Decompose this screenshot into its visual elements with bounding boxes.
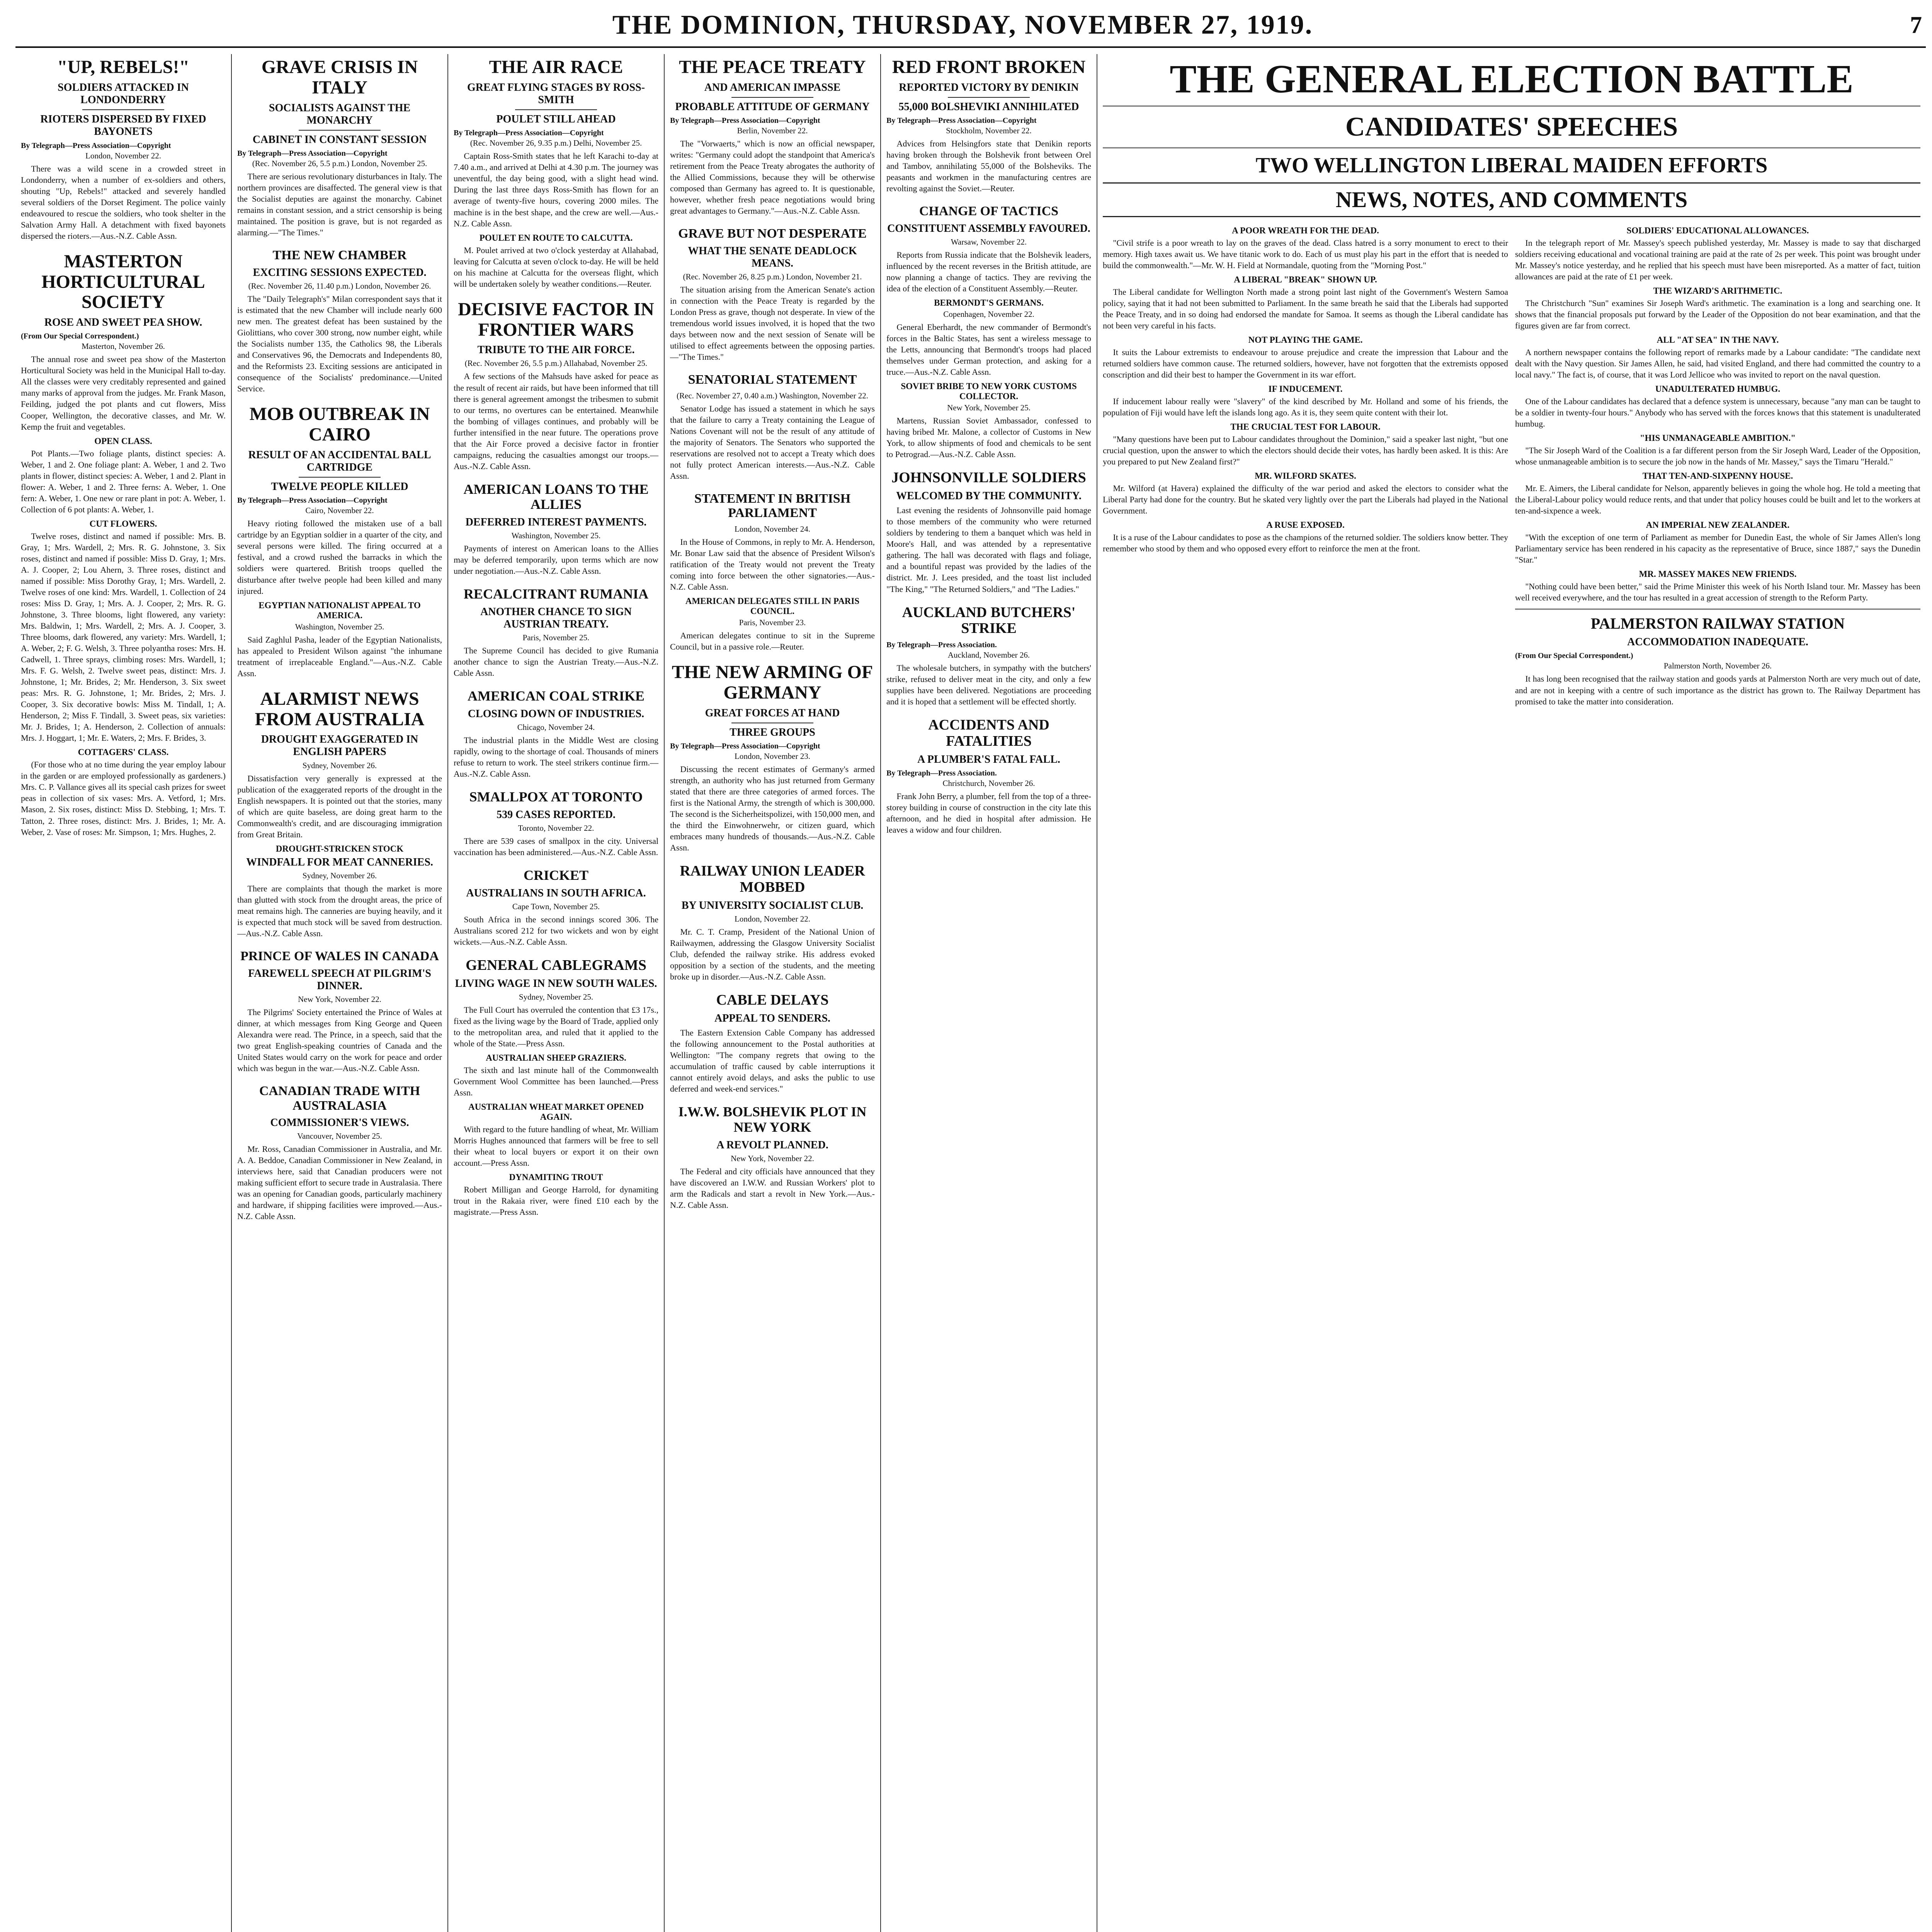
section-title: BERMONDT'S GERMANS. (934, 298, 1044, 308)
headline: GRAVE CRISIS IN ITALY (261, 57, 418, 98)
paragraph: The annual rose and sweet pea show of the Masterton Horticultural Society was held in the Municipal Hall to-day. All the classes were very creditably represented and gained many marks of approval from the judges. Mr. Frank Mason, Feilding, judged the pot plants and cut flowers, Miss Cooper, Wellington, the decorative classes, and Mr. W. Kemp the fruit and vegetables. (21, 354, 226, 432)
headline: THE NEW CHAMBER (272, 248, 407, 263)
article-johnsonville (886, 470, 1091, 594)
section-title: IF INDUCEMENT. (1268, 384, 1343, 394)
paragraph: Mr. Ross, Canadian Commissioner in Australia, and Mr. A. A. Beddoe, Canadian Commissioner in New Zealand, in interviews here, said that Canadian producers were not making sufficient effort to secure trade in Australasia. There was an opening for Canadian goods, particularly machinery and hardware, if shipping facilities were improved.—Aus.-N.Z. Cable Assn. (237, 1144, 442, 1221)
section-title: AN IMPERIAL NEW ZEALANDER. (1646, 520, 1790, 530)
paragraph: The "Daily Telegraph's" Milan correspondent says that it is estimated that the new Chamber will include nearly 600 new men. The greatest defeat has been sustained by the Giolittians, who cover 300 strong, now number eight, while the Socialists number 135, the Catholics 98, the Liberals and Conservatives 96, the Democrats and Independents 80, and the Reformists 23. Exciting sessions are anticipated in consequence of the Socialists' predominance.—United Service. (237, 294, 442, 394)
dateline: Stockholm, November 22. (946, 126, 1032, 136)
paragraph: The Pilgrims' Society entertained the Prince of Wales at dinner, at which messages from King George and Queen Alexandra were read. The Prince, in a speech, said that the two great English-speaking countries of Canada and the United States would carry on the work for peace and order which was begun in the war.—Aus.-N.Z. Cable Assn. (237, 1007, 442, 1073)
article-cairo (237, 404, 442, 679)
subhead: CONSTITUENT ASSEMBLY FAVOURED. (887, 222, 1090, 235)
paragraph: Advices from Helsingfors state that Denikin reports having broken through the Bolshevik front between Orel and Tambov, annihilating 55,000 of the Bolsheviks. The peasants and workmen in the manufacturing centres are revolting against the Soviet.—Reuter. (886, 139, 1091, 194)
paragraph: Last evening the residents of Johnsonville paid homage to those members of the community who were returned soldiers by tendering to them a banquet which was held in Moore's Hall, and was attended by a representative gathering. The hall was decorated with flags and foliage, and a bountiful repast was provided by the ladies of the district. Mr. J. Lees presided, and the toast list included "The King," "The Returned Soldiers," and "The Ladies." (886, 505, 1091, 594)
column-election (1097, 54, 1926, 1932)
dateline: Paris, November 25. (522, 633, 590, 643)
paragraph: "Civil strife is a poor wreath to lay on the graves of the dead. Class hatred is a sorry monument to erect to their memory. High taxes await us. We have titanic work to do. Each of us must play his part in the effort that is needed to build the commonwealth."—Mr. W. H. Field at Normandale, quoting from the "Morning Post." (1103, 238, 1508, 270)
column-5 (881, 54, 1097, 1932)
subhead: WHAT THE SENATE DEADLOCK MEANS. (688, 245, 857, 269)
subhead: 539 CASES REPORTED. (497, 808, 616, 821)
section-title: DYNAMITING TROUT (509, 1172, 603, 1182)
dateline: Auckland, November 26. (947, 650, 1030, 660)
dateline: New York, November 22. (731, 1153, 814, 1163)
dateline: Sydney, November 26. (302, 871, 377, 881)
article-italy-crisis (237, 57, 442, 238)
paragraph: There are 539 cases of smallpox in the city. Universal vaccination has been administered.—Aus.-N.Z. Cable Assn. (454, 836, 658, 857)
page-columns (15, 54, 1926, 1932)
byline: (From Our Special Correspondent.) (21, 332, 139, 341)
headline: GRAVE BUT NOT DESPERATE (678, 226, 867, 241)
headline: ALARMIST NEWS FROM AUSTRALIA (255, 688, 425, 730)
paragraph: There was a wild scene in a crowded street in Londonderry, when a number of ex-soldiers and others, shouting "Up, Rebels!" attacked and severely handled several soldiers of the Dorset Regiment. The police vainly endeavoured to rescue the soldiers, who took shelter in the Salvation Army Hall. A detachment with fixed bayonets dispersed the rioters.—Aus.-N.Z. Cable Assn. (21, 163, 226, 241)
headline: CANADIAN TRADE WITH AUSTRALASIA (259, 1084, 420, 1113)
article-arming-germany (670, 662, 875, 853)
column-3 (448, 54, 665, 1932)
byline: By Telegraph—Press Association—Copyright (454, 129, 604, 138)
section-title: UNADULTERATED HUMBUG. (1655, 384, 1781, 394)
section-title: SOLDIERS' EDUCATIONAL ALLOWANCES. (1626, 225, 1809, 235)
column-2 (232, 54, 448, 1932)
subhead: SOCIALISTS AGAINST THE MONARCHY (269, 102, 411, 126)
subhead: BY UNIVERSITY SOCIALIST CLUB. (681, 899, 864, 912)
paragraph: A northern newspaper contains the following report of remarks made by a Labour candidate: "The candidate next dealt with the Navy question. Sir James Allen, he said, had visited England, and there had committed the country to a local navy." The fact is, of course, that it was Lord Jellicoe who was invited to report on the naval question. (1515, 347, 1920, 379)
column-4 (665, 54, 881, 1932)
dateline: Palmerston North, November 26. (1663, 661, 1772, 671)
article-senatorial-statement (670, 372, 875, 481)
subhead: COMMISSIONER'S VIEWS. (270, 1116, 409, 1129)
article-prince-of-wales (237, 949, 442, 1074)
paragraph: The sixth and last minute hall of the Commonwealth Government Wool Committee has been launched.—Press Assn. (454, 1065, 658, 1098)
paragraph: In the telegraph report of Mr. Massey's speech published yesterday, Mr. Massey is made to say that discharged soldiers receiving educational and vocational training are paid at the rate of 2s per week. This point was brought under Mr. Massey's notice yesterday, and he replied that his speech must have been misreported. As a matter of fact, tuition allowances are paid at the rate of £1 per week. (1515, 238, 1920, 281)
section-title: THAT TEN-AND-SIXPENNY HOUSE. (1642, 471, 1793, 481)
section-title: AUSTRALIAN WHEAT MARKET OPENED AGAIN. (468, 1102, 644, 1122)
paragraph: With regard to the future handling of wheat, Mr. William Morris Hughes announced that farmers will be free to sell their wheat to local buyers or export it on their own account.—Press Assn. (454, 1124, 658, 1168)
dateline: (Rec. November 26, 5.5 p.m.) London, November 25. (252, 159, 427, 168)
headline: RAILWAY UNION LEADER MOBBED (680, 863, 865, 895)
byline: By Telegraph—Press Association. (886, 769, 997, 778)
article-cricket (454, 868, 658, 947)
subhead: WINDFALL FOR MEAT CANNERIES. (246, 856, 433, 868)
dateline: Chicago, November 24. (517, 723, 595, 732)
article-canadian-trade (237, 1084, 442, 1222)
paragraph: General Eberhardt, the new commander of Bermondt's forces in the Baltic States, has sent a wireless message to the Letts, announcing that Bermondt's troops had placed themselves under German protection, and asking for a truce.—Aus.-N.Z. Cable Assn. (886, 322, 1091, 377)
dateline: Berlin, November 22. (737, 126, 808, 136)
dateline: Warsaw, November 22. (951, 237, 1027, 247)
byline: By Telegraph—Press Association—Copyright (886, 116, 1037, 125)
article-frontier-wars (454, 299, 658, 472)
article-new-chamber (237, 248, 442, 394)
paragraph: "Nothing could have been better," said the Prime Minister this week of his North Island tour. Mr. Massey has been well received everywhere, and the tour has resulted in a great accession of strength to the Reform Party. (1515, 582, 1920, 603)
election-right-column (1515, 222, 1920, 709)
headline: CHANGE OF TACTICS (919, 204, 1059, 219)
paragraph: The Liberal candidate for Wellington North made a strong point last night of the Government's Western Samoa policy, saying that it had not been submitted to Parliament. In the same breath he said that the Liberals had supported the Peace Treaty, and in so doing had endorsed the mandate for Samoa. It seems as though the Liberal candidate has not been very careful in his facts. (1103, 287, 1508, 330)
section-title: POULET EN ROUTE TO CALCUTTA. (479, 233, 633, 243)
dateline: Toronto, November 22. (518, 823, 594, 833)
headline: THE AIR RACE (489, 57, 623, 77)
paragraph: Reports from Russia indicate that the Bolshevik leaders, influenced by the recent reverses in the British attitude, are now planning a change of tactics. They are reviving the idea of the election of a Constituent Assembly.—Reuter. (886, 250, 1091, 293)
headline: AMERICAN COAL STRIKE (467, 688, 645, 704)
section-title: AUSTRALIAN SHEEP GRAZIERS. (486, 1053, 626, 1063)
dateline: New York, November 25. (947, 403, 1031, 413)
dateline: London, November 22. (735, 914, 810, 923)
section-title: ALL "AT SEA" IN THE NAVY. (1656, 335, 1779, 345)
headline: AMERICAN LOANS TO THE ALLIES (463, 481, 649, 512)
byline: By Telegraph—Press Association—Copyright (237, 149, 388, 158)
subhead: CABINET IN CONSTANT SESSION (252, 133, 427, 146)
paragraph: Frank John Berry, a plumber, fell from the top of a three-storey building in course of construction in the city late this afternoon, and he died in hospital after admission. He leaves a widow and four children. (886, 791, 1091, 835)
dateline: Washington, November 25. (511, 531, 601, 541)
column-1 (15, 54, 232, 1932)
byline: By Telegraph—Press Association—Copyright (237, 496, 388, 505)
paragraph: Mr. E. Aimers, the Liberal candidate for Nelson, apparently believes in going the whole hog. He told a meeting that the Liberal-Labour policy would reduce rents, and that under that policy houses could be built and let to the workers at ten-and-sixpence a week. (1515, 483, 1920, 516)
headline: ACCIDENTS AND FATALITIES (928, 717, 1049, 750)
dateline: (Rec. November 26, 8.25 p.m.) London, November 21. (683, 272, 862, 282)
paragraph: There are complaints that though the market is more than glutted with stock from the drought areas, the price of meat remains high. The canneries are buying heavily, and it is expected that much stock will be saved from destruction.—Aus.-N.Z. Cable Assn. (237, 884, 442, 939)
paragraph: Captain Ross-Smith states that he left Karachi to-day at 7.40 a.m., and arrived at Delhi at 4.30 p.m. The journey was uneventful, the day being good, with a slight head wind. During the last three days Ross-Smith has flown for an average of twenty-five hours, covering 2000 miles. The machine is in the best shape, and the crew are well.—Aus.-N.Z. Cable Assn. (454, 151, 658, 228)
article-air-race (454, 57, 658, 289)
section-title: COTTAGERS' CLASS. (78, 747, 169, 757)
paragraph: American delegates continue to sit in the Supreme Council, but in a passive role.—Reuter. (670, 630, 875, 651)
subhead: PROBABLE ATTITUDE OF GERMANY (675, 100, 870, 113)
subhead: A PLUMBER'S FATAL FALL. (917, 753, 1060, 765)
paragraph: South Africa in the second innings scored 306. The Australians scored 212 for two wickets and won by eight wickets.—Aus.-N.Z. Cable Assn. (454, 914, 658, 947)
dateline: Paris, November 23. (739, 617, 806, 627)
article-masterton-show (21, 252, 226, 838)
paragraph: Dissatisfaction very generally is expressed at the publication of the exaggerated reports of the drought in the English newspapers. It is pointed out that the stories, many of which are quite baseless, are doing great harm to the Commonwealth's credit, and are discouraging immigration from Great Britain. (237, 773, 442, 839)
article-general-cablegrams (454, 957, 658, 1218)
paragraph: Pot Plants.—Two foliage plants, distinct species: A. Weber, 1 and 2. One foliage plant: A. Weber, 1 and 2. Two plants in flower, distinct species: A. Weber, 1 and 2. Plant in flower: A. Weber, 1 and 2. Three ferns: A. Weber, 1. One fern: A. Weber, 1. One new or rare plant in pot: A. Weber, 1. Collection of 6 pot plants: A. Weber, 1. (21, 448, 226, 514)
subhead: FAREWELL SPEECH AT PILGRIM'S DINNER. (248, 967, 431, 992)
paragraph: The Eastern Extension Cable Company has addressed the following announcement to the Postal authorities at Wellington: "The company regrets that owing to the accumulation of traffic caused by cable interruptions it cannot entirely avoid delays, and asks the public to use deferred and week-end services." (670, 1028, 875, 1094)
headline: SMALLPOX AT TORONTO (469, 789, 643, 805)
dateline: Christchurch, November 26. (942, 779, 1035, 788)
dateline: (Rec. November 26, 11.40 p.m.) London, November 26. (248, 281, 431, 291)
subhead: SOLDIERS ATTACKED IN LONDONDERRY (58, 81, 189, 106)
paragraph: The industrial plants in the Middle West are closing rapidly, owing to the shortage of coal. Thousands of miners refuse to return to work. The steel strikers continue firm.—Aus.-N.Z. Cable Assn. (454, 735, 658, 779)
paragraph: If inducement labour really were "slavery" of the kind described by Mr. Holland and some of his friends, the population of Fiji would have left the islands long ago. As it is, they seem quite content with their lot. (1103, 396, 1508, 417)
section-title: AMERICAN DELEGATES STILL IN PARIS COUNCIL. (685, 596, 860, 616)
subhead: ROSE AND SWEET PEA SHOW. (44, 316, 202, 329)
paragraph: There are serious revolutionary disturbances in Italy. The northern provinces are disaffected. The general view is that the Socialist deputies are against the monarchy. Cabinet remains in constant session, and a strict censorship is being maintained. The position is grave, but is not regarded as alarming.—"The Times." (237, 172, 442, 238)
headline: AUCKLAND BUTCHERS' STRIKE (902, 604, 1076, 637)
subhead: DROUGHT EXAGGERATED IN ENGLISH PAPERS (261, 733, 418, 758)
section-title: A LIBERAL "BREAK" SHOWN UP. (1234, 274, 1377, 284)
section-title: NOT PLAYING THE GAME. (1248, 335, 1363, 345)
dateline: Washington, November 25. (295, 622, 384, 631)
page-number: 7 (1910, 12, 1922, 38)
paragraph: The Supreme Council has decided to give Rumania another chance to sign the Austrian Treaty.—Aus.-N.Z. Cable Assn. (454, 646, 658, 678)
article-australia-news (237, 689, 442, 939)
article-butchers-strike (886, 605, 1091, 707)
subhead: GREAT FORCES AT HAND (705, 707, 840, 719)
headline: PRINCE OF WALES IN CANADA (240, 949, 439, 964)
paragraph: One of the Labour candidates has declared that a defence system is unnecessary, because "any man can be taught to be a soldier in twenty-four hours." Anybody who has served with the forces knows that this statement is unadulterated humbug. (1515, 396, 1920, 429)
headline: THE PEACE TREATY (679, 57, 866, 77)
subhead: AND AMERICAN IMPASSE (704, 81, 841, 94)
subhead: RESULT OF AN ACCIDENTAL BALL CARTRIDGE (248, 449, 431, 473)
paragraph: Payments of interest on American loans to the Allies may be deferred temporarily, upon terms which are now under negotiation.—Aus.-N.Z. Cable Assn. (454, 544, 658, 576)
headline: CABLE DELAYS (716, 992, 829, 1009)
dateline: Vancouver, November 25. (297, 1131, 382, 1141)
dateline: Cairo, November 22. (305, 506, 374, 515)
subhead: 55,000 BOLSHEVIKI ANNIHILATED (898, 100, 1079, 113)
article-cable-delays (670, 992, 875, 1094)
paragraph: "With the exception of one term of Parliament as member for Dunedin East, the whole of Sir James Allen's long Parliamentary service has been rendered in his capacity as the representative of Bruce, since 1887," says the Dunedin "Star." (1515, 532, 1920, 565)
paragraph: Martens, Russian Soviet Ambassador, confessed to having bribed Mr. Malone, a collector of Customs in New York, to allow shipments of food and chemicals to be sent to Petrograd.—Aus.-N.Z. Cable Assn. (886, 416, 1091, 459)
section-title: "HIS UNMANAGEABLE AMBITION." (1639, 433, 1796, 443)
paragraph: "The Sir Joseph Ward of the Coalition is a far different person from the Sir Joseph Ward, Leader of the Opposition, whose unmanageable ambition is to secure the job now in the hands of Mr. Massey," says the Timaru "Herald." (1515, 445, 1920, 467)
headline: PALMERSTON RAILWAY STATION (1590, 615, 1845, 633)
paragraph: The Full Court has overruled the contention that £3 17s., fixed as the living wage by the Board of Trade, applied only to the metropolitan area, and ruled that it applied to the whole of the State.—Press Assn. (454, 1005, 658, 1048)
article-british-parliament (670, 492, 875, 652)
headline: THE NEW ARMING OF GERMANY (672, 662, 873, 703)
section-title: CUT FLOWERS. (89, 519, 157, 529)
headline: SENATORIAL STATEMENT (688, 372, 857, 387)
paragraph: The "Vorwaerts," which is now an official newspaper, writes: "Germany could adopt the standpoint that America's retirement from the Peace Treaty abrogates the authority of the Allied Commissions, because they will be otherwise composed than Germany has agreed to. It is questionable, however, whether fresh peace negotiations would bring great advantages to Germany."—Aus.-N.Z. Cable Assn. (670, 139, 875, 216)
article-red-front (886, 57, 1091, 194)
section-title: DROUGHT-STRICKEN STOCK (276, 844, 404, 854)
headline-candidates-speeches: CANDIDATES' SPEECHES (1345, 112, 1678, 142)
paragraph: It suits the Labour extremists to endeavour to arouse prejudice and create the impression that Labour and the returned soldiers have common cause. The returned soldiers, however, have not forgotten that the extremists opposed conscription and did their best to hamper the Government in its war effort. (1103, 347, 1508, 379)
dateline: London, November 22. (85, 151, 161, 160)
article-peace-treaty (670, 57, 875, 216)
headline: JOHNSONVILLE SOLDIERS (891, 469, 1086, 486)
dateline: Sydney, November 25. (519, 992, 594, 1002)
dateline: New York, November 22. (298, 994, 381, 1004)
headline: GENERAL CABLEGRAMS (466, 957, 646, 973)
dateline: Copenhagen, November 22. (943, 310, 1034, 319)
section-title: MR. WILFORD SKATES. (1255, 471, 1356, 481)
paragraph: The wholesale butchers, in sympathy with the butchers' strike, refused to deliver meat in the city, and only a few supplies have been delivered. Negotiations are proceeding and it is hoped that a settlement will be effected shortly. (886, 663, 1091, 707)
subhead: RIOTERS DISPERSED BY FIXED BAYONETS (40, 113, 206, 138)
article-coal-strike (454, 689, 658, 779)
subhead: ACCOMMODATION INADEQUATE. (1627, 636, 1808, 648)
paragraph: (For those who at no time during the year employ labour in the garden or are employed professionally as gardeners.) Mrs. C. P. Vallance gives all its special cash prizes for sweet peas in collection of six vases: Mrs. A. Vetford, 1; Mrs. Mason, 2. Six roses, distinct: Miss D. Stebbing, 1; Mrs. T. Tatton, 2. Three roses, distinct: Mrs. J. Brides, 1; Mr. A. Weber, 2. Vase of roses: Mr. Simpson, 1; Mrs. Hughes, 2. (21, 760, 226, 837)
byline: (From Our Special Correspondent.) (1515, 651, 1633, 660)
headline-news-notes: NEWS, NOTES, AND COMMENTS (1103, 182, 1920, 217)
headline-maiden-efforts: TWO WELLINGTON LIBERAL MAIDEN EFFORTS (1255, 153, 1768, 178)
election-subcolumns (1103, 222, 1920, 709)
dateline: Cape Town, November 25. (512, 901, 600, 911)
dateline: (Rec. November 26, 9.35 p.m.) Delhi, November 25. (470, 138, 642, 148)
paragraph: Said Zaghlul Pasha, leader of the Egyptian Nationalists, has appealed to President Wilson against "the inhumane treatment of irreplaceable England."—Aus.-N.Z. Cable Assn. (237, 634, 442, 678)
paragraph: Twelve roses, distinct and named if possible: Mrs. B. Gray, 1; Mrs. Wardell, 2; Mrs. R. G. Johnstone, 3. Six roses, distinct and named if possible: Miss D. Gray, 1; Mrs. A. J. Cooper, 2; Lou Ahern, 3. Three roses, distinct and named if possible: Miss Dorothy Gray, 1; Mrs. Wardell, 2. Twelve roses of one kind: Mrs. Wardell, 1. Collection of 24 roses: Miss D. Gray, 1; Mrs. A. J. Cooper, 2; Mrs. R. G. Johnstone, 3. Three blooms, light flowered, any variety: Mrs. Baldwin, 1; Mrs. Wardell, 2; Mrs. A. J. Cooper, 3. Three blooms, dark flowered, any variety: Mrs. Wardell, 1; A. Weber, 2; F. G. Welsh, 3. Three polyantha roses: Mrs. H. Cadwell, 1. Three sprays, climbing roses: Mrs. Wardell, 1; Mrs. F. G. Welsh, 2. Twelve sweet peas, distinct: Mrs. J. Johnstone, 1; Mr. Brides, 2; Mr. Henderson, 3. Six sweet peas: Mrs. R. G. Johnstone, 1; Mr. Brides, 2; Mrs. J. Cooper, 3. Six decorative bowls: Miss M. Tindall, 1; A. Henderson, 2; Miss F. Tindall, 3. Sweet peas, six varieties: Mr. J. Brides, 1; A. Henderson, 2. Collection of annuals: Mrs. J. Hoggart, 1; Mr. E. Waters, 2; Mrs. F. Brides, 3. (21, 531, 226, 743)
article-accidents (886, 717, 1091, 835)
masthead (15, 4, 1926, 48)
paragraph: M. Poulet arrived at two o'clock yesterday at Allahabad, leaving for Calcutta at seven o'clock to-day. He will be held on his machine at Calcutta for the overseas flight, which will be undertaken solely by weather conditions.—Reuter. (454, 245, 658, 289)
subhead: POULET STILL AHEAD (496, 113, 616, 126)
dateline: London, November 24. (735, 524, 810, 534)
headline: CRICKET (523, 867, 589, 883)
subhead: REPORTED VICTORY BY DENIKIN (899, 81, 1079, 94)
headline: I.W.W. BOLSHEVIK PLOT IN NEW YORK (678, 1104, 867, 1135)
paragraph: In the House of Commons, in reply to Mr. A. Henderson, Mr. Bonar Law said that the absence of President Wilson's ratification of the Treaty would not prevent the Treaty coming into force between the other signatories.—Aus.-N.Z. Cable Assn. (670, 537, 875, 592)
subhead: DEFERRED INTEREST PAYMENTS. (465, 516, 647, 528)
subhead: EXCITING SESSIONS EXPECTED. (253, 266, 427, 279)
paragraph: Mr. Wilford (at Havera) explained the difficulty of the war period and asked the electors to consider what the Liberal Party had done for the country. But he skated very lightly over the part the Liberals had played in the National Government. (1103, 483, 1508, 516)
article-american-loans (454, 482, 658, 577)
section-title: MR. MASSEY MAKES NEW FRIENDS. (1639, 569, 1797, 579)
headline: STATEMENT IN BRITISH PARLIAMENT (694, 491, 851, 520)
headline: RECALCITRANT RUMANIA (463, 586, 649, 602)
headline-election-battle: THE GENERAL ELECTION BATTLE (1170, 57, 1854, 101)
election-left-column (1103, 222, 1508, 709)
subhead: LIVING WAGE IN NEW SOUTH WALES. (455, 977, 657, 990)
paragraph: Robert Milligan and George Harrold, for dynamiting trout in the Rakaia river, were fined £10 each by the magistrate.—Press Assn. (454, 1185, 658, 1217)
byline: By Telegraph—Press Association. (886, 641, 997, 650)
article-change-of-tactics (886, 204, 1091, 460)
dateline: Sydney, November 26. (302, 760, 377, 770)
headline: "UP, REBELS!" (57, 57, 190, 77)
headline: MOB OUTBREAK IN CAIRO (249, 404, 430, 445)
paragraph: Discussing the recent estimates of Germany's armed strength, an authority who has just returned from Germany stated that there are three categories of armed forces. The first is the National Army, the strength of which is 300,000. The second is the Sicherheitspolizei, with 150,000 men, and the third the Einwohnerwehr, or citizen guard, which embraces many hundreds of thousands.—Aus.-N.Z. Cable Assn. (670, 764, 875, 853)
paragraph: Heavy rioting followed the mistaken use of a ball cartridge by an Egyptian soldier in a quarter of the city, and several persons were killed. The firing occurred at a festival, and a crowd rushed the barracks in which the soldiers were quartered. British troops quelled the disturbance after twelve people had been killed and many injured. (237, 519, 442, 596)
article-smallpox (454, 789, 658, 858)
subhead: AUSTRALIANS IN SOUTH AFRICA. (466, 887, 646, 899)
section-title: A POOR WREATH FOR THE DEAD. (1232, 225, 1379, 235)
paragraph: It has long been recognised that the railway station and goods yards at Palmerston North are very much out of date, and are not in keeping with a centre of such importance as the district has grown to. The Railway Department has promised to take the matter into consideration. (1515, 674, 1920, 706)
byline: By Telegraph—Press Association—Copyright (21, 141, 171, 150)
headline: MASTERTON HORTICULTURAL SOCIETY (41, 251, 205, 313)
paragraph: The situation arising from the American Senate's action in connection with the Peace Treaty is regarded by the London Press as grave, though not desperate. In view of the tremendous world issues involved, it is hoped that the two days between now and the next session of Senate will be utilised to effect agreements between the opposing parties.—"The Times." (670, 285, 875, 362)
subhead: THREE GROUPS (730, 726, 815, 738)
subhead: GREAT FLYING STAGES BY ROSS-SMITH (467, 81, 645, 106)
section-title: OPEN CLASS. (94, 436, 152, 446)
article-railway-leader (670, 863, 875, 982)
publication-line: THE DOMINION, THURSDAY, NOVEMBER 27, 1919. (612, 10, 1313, 40)
subhead: WELCOMED BY THE COMMUNITY. (896, 490, 1082, 502)
dateline: Masterton, November 26. (82, 342, 165, 351)
subhead: TWELVE PEOPLE KILLED (271, 481, 408, 493)
dateline: (Rec. November 27, 0.40 a.m.) Washington, November 22. (677, 391, 868, 400)
paragraph: "Many questions have been put to Labour candidates throughout the Dominion," said a speaker last night, "but one crucial question, upon the answer to which the electors should decide their votes, has hardly been asked. It is this: Are you prepared to put New Zealand first?" (1103, 434, 1508, 467)
article-rumania (454, 587, 658, 679)
subhead: A REVOLT PLANNED. (716, 1139, 828, 1151)
article-grave-not-desperate (670, 226, 875, 362)
dateline: (Rec. November 26, 5.5 p.m.) Allahabad, November 25. (464, 359, 648, 368)
paragraph: Mr. C. T. Cramp, President of the National Union of Railwaymen, addressing the Glasgow University Socialist Club, defended the railway strike. His address evoked opposition by a section of the students, and the meeting broke up in disorder.—Aus.-N.Z. Cable Assn. (670, 927, 875, 982)
subhead: ANOTHER CHANCE TO SIGN AUSTRIAN TREATY. (480, 605, 632, 631)
paragraph: The Federal and city officials have announced that they have discovered an I.W.W. and Russian Workers' plot to arm the Radicals and start a revolt in New York.—Aus.-N.Z. Cable Assn. (670, 1166, 875, 1210)
headline: DECISIVE FACTOR IN FRONTIER WARS (458, 299, 654, 340)
section-title: SOVIET BRIBE TO NEW YORK CUSTOMS COLLECTOR. (901, 381, 1077, 401)
subhead: APPEAL TO SENDERS. (714, 1012, 831, 1024)
paragraph: It is a ruse of the Labour candidates to pose as the champions of the returned soldier. The soldiers know better. They remember who stood by them and who opposed every effort to reinforce the men at the front. (1103, 532, 1508, 554)
paragraph: Senator Lodge has issued a statement in which he says that the failure to carry a Treaty containing the League of Nations Covenant will not be the result of any attitude of the majority of Senators. The Senators who supported the reservations are resolved not to accept a Treaty which does not fully protect American interests.—Aus.-N.Z. Cable Assn. (670, 403, 875, 481)
dateline: London, November 23. (735, 751, 810, 761)
subhead: CLOSING DOWN OF INDUSTRIES. (468, 707, 645, 720)
article-iww-plot (670, 1104, 875, 1211)
byline: By Telegraph—Press Association—Copyright (670, 116, 820, 125)
section-title: A RUSE EXPOSED. (1266, 520, 1345, 530)
headline: RED FRONT BROKEN (892, 57, 1086, 77)
section-title: THE CRUCIAL TEST FOR LABOUR. (1230, 422, 1381, 432)
section-title: EGYPTIAN NATIONALIST APPEAL TO AMERICA. (259, 600, 421, 620)
paragraph: The Christchurch "Sun" examines Sir Joseph Ward's arithmetic. The examination is a long and searching one. It shows that the financial proposals put forward by the Leader of the Opposition do not bear examination, and that the figures given are far from correct. (1515, 298, 1920, 330)
subhead: TRIBUTE TO THE AIR FORCE. (477, 344, 635, 356)
section-title: THE WIZARD'S ARITHMETIC. (1653, 286, 1782, 296)
byline: By Telegraph—Press Association—Copyright (670, 742, 820, 750)
paragraph: A few sections of the Mahsuds have asked for peace as the result of recent air raids, but have been informed that till there is general agreement amongst the tribesmen to submit to our terms, no overtures can be entertained. Meanwhile the bombing of villages continues, and probably will be further intensified in the near future. The operations prove that the Air Force proved a decisive factor in frontier campaigns, reducing the casualties amongst our troops.—Aus.-N.Z. Cable Assn. (454, 371, 658, 471)
article-up-rebels (21, 57, 226, 242)
